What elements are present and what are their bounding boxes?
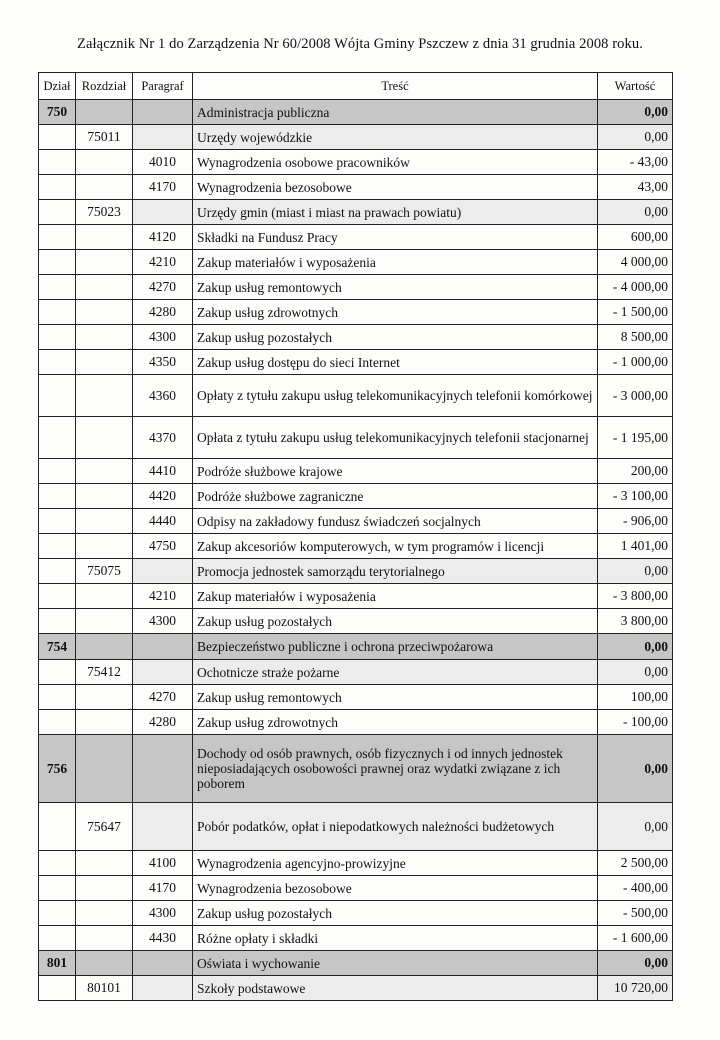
cell-rozdzial	[76, 484, 133, 509]
cell-paragraf	[133, 559, 193, 584]
cell-tresc: Zakup usług dostępu do sieci Internet	[193, 350, 598, 375]
table-row	[39, 951, 673, 976]
cell-paragraf	[133, 100, 193, 125]
cell-dzial	[39, 375, 76, 417]
cell-tresc: Bezpieczeństwo publiczne i ochrona przeciwpożarowa	[193, 634, 598, 660]
cell-rozdzial	[76, 350, 133, 375]
cell-tresc: Urzędy gmin (miast i miast na prawach powiatu)	[193, 200, 598, 225]
cell-dzial	[39, 350, 76, 375]
table-row	[39, 250, 673, 275]
cell-rozdzial: 80101	[76, 976, 133, 1001]
cell-paragraf: 4370	[133, 417, 193, 459]
cell-dzial	[39, 250, 76, 275]
cell-wartosc: 43,00	[598, 175, 673, 200]
cell-paragraf: 4170	[133, 876, 193, 901]
budget-table	[38, 72, 673, 1001]
table-row	[39, 660, 673, 685]
table-row	[39, 876, 673, 901]
cell-rozdzial	[76, 685, 133, 710]
table-row	[39, 803, 673, 851]
cell-dzial	[39, 901, 76, 926]
cell-tresc: Wynagrodzenia bezosobowe	[193, 175, 598, 200]
cell-rozdzial	[76, 534, 133, 559]
cell-dzial	[39, 125, 76, 150]
table-row	[39, 584, 673, 609]
table-row	[39, 150, 673, 175]
cell-rozdzial	[76, 175, 133, 200]
cell-paragraf: 4420	[133, 484, 193, 509]
cell-wartosc: 3 800,00	[598, 609, 673, 634]
cell-wartosc: - 3 000,00	[598, 375, 673, 417]
cell-wartosc: - 500,00	[598, 901, 673, 926]
table-row	[39, 484, 673, 509]
cell-dzial	[39, 509, 76, 534]
cell-paragraf	[133, 200, 193, 225]
cell-rozdzial: 75647	[76, 803, 133, 851]
table-header-row	[39, 73, 673, 100]
cell-paragraf: 4300	[133, 901, 193, 926]
cell-wartosc: - 906,00	[598, 509, 673, 534]
cell-tresc: Pobór podatków, opłat i niepodatkowych należności budżetowych	[193, 803, 598, 851]
table-row	[39, 325, 673, 350]
cell-dzial	[39, 685, 76, 710]
cell-tresc: Zakup usług zdrowotnych	[193, 710, 598, 735]
table-row	[39, 375, 673, 417]
cell-wartosc: - 1 600,00	[598, 926, 673, 951]
cell-tresc: Dochody od osób prawnych, osób fizycznych i od innych jednostek nieposiadających osobowości prawnej oraz wydatki związane z ich poborem	[193, 735, 598, 803]
cell-rozdzial	[76, 951, 133, 976]
cell-rozdzial: 75023	[76, 200, 133, 225]
cell-paragraf: 4270	[133, 275, 193, 300]
cell-wartosc: 0,00	[598, 200, 673, 225]
cell-tresc: Ochotnicze straże pożarne	[193, 660, 598, 685]
cell-paragraf	[133, 735, 193, 803]
cell-tresc: Podróże służbowe zagraniczne	[193, 484, 598, 509]
cell-wartosc: - 3 100,00	[598, 484, 673, 509]
cell-paragraf	[133, 976, 193, 1001]
cell-dzial	[39, 484, 76, 509]
cell-rozdzial: 75011	[76, 125, 133, 150]
cell-tresc: Zakup materiałów i wyposażenia	[193, 584, 598, 609]
cell-wartosc: 2 500,00	[598, 851, 673, 876]
cell-dzial	[39, 584, 76, 609]
cell-dzial	[39, 275, 76, 300]
cell-wartosc: 200,00	[598, 459, 673, 484]
cell-tresc: Wynagrodzenia bezosobowe	[193, 876, 598, 901]
cell-dzial	[39, 851, 76, 876]
header-paragraf: Paragraf	[133, 73, 193, 100]
header-tresc: Treść	[193, 73, 598, 100]
cell-wartosc: 0,00	[598, 803, 673, 851]
cell-rozdzial	[76, 735, 133, 803]
cell-tresc: Opłata z tytułu zakupu usług telekomunikacyjnych telefonii stacjonarnej	[193, 417, 598, 459]
cell-rozdzial	[76, 509, 133, 534]
cell-rozdzial	[76, 225, 133, 250]
table-body	[39, 100, 673, 1001]
cell-wartosc: 100,00	[598, 685, 673, 710]
cell-dzial	[39, 660, 76, 685]
cell-rozdzial: 75412	[76, 660, 133, 685]
cell-wartosc: 0,00	[598, 660, 673, 685]
cell-rozdzial	[76, 275, 133, 300]
table-row	[39, 710, 673, 735]
table-row	[39, 459, 673, 484]
cell-rozdzial	[76, 710, 133, 735]
cell-dzial: 756	[39, 735, 76, 803]
cell-paragraf: 4440	[133, 509, 193, 534]
cell-tresc: Różne opłaty i składki	[193, 926, 598, 951]
cell-tresc: Podróże służbowe krajowe	[193, 459, 598, 484]
cell-rozdzial	[76, 926, 133, 951]
cell-tresc: Zakup usług remontowych	[193, 685, 598, 710]
cell-dzial	[39, 976, 76, 1001]
cell-tresc: Urzędy wojewódzkie	[193, 125, 598, 150]
cell-tresc: Oświata i wychowanie	[193, 951, 598, 976]
cell-wartosc: - 4 000,00	[598, 275, 673, 300]
cell-dzial	[39, 926, 76, 951]
cell-wartosc: 0,00	[598, 125, 673, 150]
cell-paragraf	[133, 803, 193, 851]
table-row	[39, 225, 673, 250]
cell-dzial	[39, 559, 76, 584]
cell-tresc: Odpisy na zakładowy fundusz świadczeń socjalnych	[193, 509, 598, 534]
cell-rozdzial	[76, 325, 133, 350]
table-row	[39, 350, 673, 375]
cell-wartosc: 0,00	[598, 735, 673, 803]
cell-rozdzial	[76, 459, 133, 484]
cell-paragraf: 4270	[133, 685, 193, 710]
table-row	[39, 125, 673, 150]
cell-tresc: Zakup usług zdrowotnych	[193, 300, 598, 325]
cell-dzial	[39, 175, 76, 200]
cell-tresc: Składki na Fundusz Pracy	[193, 225, 598, 250]
cell-dzial	[39, 609, 76, 634]
cell-rozdzial	[76, 634, 133, 660]
table-row	[39, 100, 673, 125]
cell-paragraf: 4100	[133, 851, 193, 876]
cell-paragraf: 4120	[133, 225, 193, 250]
cell-dzial	[39, 200, 76, 225]
table-row	[39, 901, 673, 926]
cell-wartosc: - 100,00	[598, 710, 673, 735]
table-row	[39, 534, 673, 559]
cell-dzial: 754	[39, 634, 76, 660]
cell-rozdzial	[76, 876, 133, 901]
cell-paragraf: 4430	[133, 926, 193, 951]
cell-rozdzial	[76, 300, 133, 325]
table-row	[39, 300, 673, 325]
cell-dzial: 750	[39, 100, 76, 125]
cell-tresc: Zakup materiałów i wyposażenia	[193, 250, 598, 275]
table-row	[39, 851, 673, 876]
cell-paragraf: 4300	[133, 609, 193, 634]
cell-rozdzial	[76, 417, 133, 459]
table-row	[39, 275, 673, 300]
cell-wartosc: 600,00	[598, 225, 673, 250]
cell-rozdzial	[76, 375, 133, 417]
cell-paragraf: 4170	[133, 175, 193, 200]
cell-tresc: Opłaty z tytułu zakupu usług telekomunikacyjnych telefonii komórkowej	[193, 375, 598, 417]
cell-dzial	[39, 459, 76, 484]
cell-wartosc: - 3 800,00	[598, 584, 673, 609]
cell-wartosc: - 43,00	[598, 150, 673, 175]
cell-paragraf: 4750	[133, 534, 193, 559]
cell-wartosc: 8 500,00	[598, 325, 673, 350]
cell-rozdzial	[76, 250, 133, 275]
cell-paragraf	[133, 634, 193, 660]
cell-dzial	[39, 417, 76, 459]
cell-dzial	[39, 876, 76, 901]
cell-rozdzial	[76, 609, 133, 634]
cell-dzial	[39, 534, 76, 559]
header-wartosc: Wartość	[598, 73, 673, 100]
cell-wartosc: 0,00	[598, 559, 673, 584]
cell-paragraf: 4300	[133, 325, 193, 350]
cell-wartosc: 0,00	[598, 951, 673, 976]
cell-wartosc: - 1 195,00	[598, 417, 673, 459]
header-rozdzial: Rozdział	[76, 73, 133, 100]
cell-tresc: Szkoły podstawowe	[193, 976, 598, 1001]
cell-wartosc: - 1 500,00	[598, 300, 673, 325]
table-row	[39, 685, 673, 710]
cell-paragraf: 4210	[133, 584, 193, 609]
cell-paragraf: 4280	[133, 710, 193, 735]
cell-wartosc: 0,00	[598, 100, 673, 125]
table-row	[39, 609, 673, 634]
cell-tresc: Zakup usług pozostałych	[193, 325, 598, 350]
cell-wartosc: 4 000,00	[598, 250, 673, 275]
cell-wartosc: 0,00	[598, 634, 673, 660]
cell-paragraf	[133, 951, 193, 976]
cell-rozdzial	[76, 100, 133, 125]
cell-dzial	[39, 150, 76, 175]
cell-tresc: Wynagrodzenia agencyjno-prowizyjne	[193, 851, 598, 876]
cell-rozdzial: 75075	[76, 559, 133, 584]
cell-wartosc: 10 720,00	[598, 976, 673, 1001]
cell-paragraf: 4210	[133, 250, 193, 275]
cell-tresc: Promocja jednostek samorządu terytorialnego	[193, 559, 598, 584]
cell-paragraf: 4360	[133, 375, 193, 417]
document-title: Załącznik Nr 1 do Zarządzenia Nr 60/2008 Wójta Gminy Pszczew z dnia 31 grudnia 2008 roku.	[77, 36, 643, 52]
cell-paragraf	[133, 125, 193, 150]
cell-dzial	[39, 325, 76, 350]
table-row	[39, 976, 673, 1001]
cell-tresc: Zakup usług pozostałych	[193, 901, 598, 926]
cell-rozdzial	[76, 901, 133, 926]
cell-wartosc: 1 401,00	[598, 534, 673, 559]
table-row	[39, 175, 673, 200]
cell-dzial	[39, 300, 76, 325]
cell-tresc: Wynagrodzenia osobowe pracowników	[193, 150, 598, 175]
table-row	[39, 200, 673, 225]
cell-paragraf: 4350	[133, 350, 193, 375]
cell-dzial	[39, 710, 76, 735]
cell-dzial	[39, 225, 76, 250]
table-row	[39, 559, 673, 584]
cell-dzial	[39, 803, 76, 851]
cell-paragraf: 4410	[133, 459, 193, 484]
cell-rozdzial	[76, 150, 133, 175]
header-dzial: Dział	[39, 73, 76, 100]
cell-rozdzial	[76, 584, 133, 609]
table-row	[39, 634, 673, 660]
cell-paragraf: 4280	[133, 300, 193, 325]
cell-tresc: Zakup usług pozostałych	[193, 609, 598, 634]
cell-wartosc: - 400,00	[598, 876, 673, 901]
cell-wartosc: - 1 000,00	[598, 350, 673, 375]
cell-paragraf: 4010	[133, 150, 193, 175]
table-row	[39, 735, 673, 803]
table-row	[39, 926, 673, 951]
cell-tresc: Zakup usług remontowych	[193, 275, 598, 300]
table-row	[39, 417, 673, 459]
cell-dzial: 801	[39, 951, 76, 976]
cell-tresc: Administracja publiczna	[193, 100, 598, 125]
cell-paragraf	[133, 660, 193, 685]
cell-rozdzial	[76, 851, 133, 876]
table-row	[39, 509, 673, 534]
cell-tresc: Zakup akcesoriów komputerowych, w tym programów i licencji	[193, 534, 598, 559]
